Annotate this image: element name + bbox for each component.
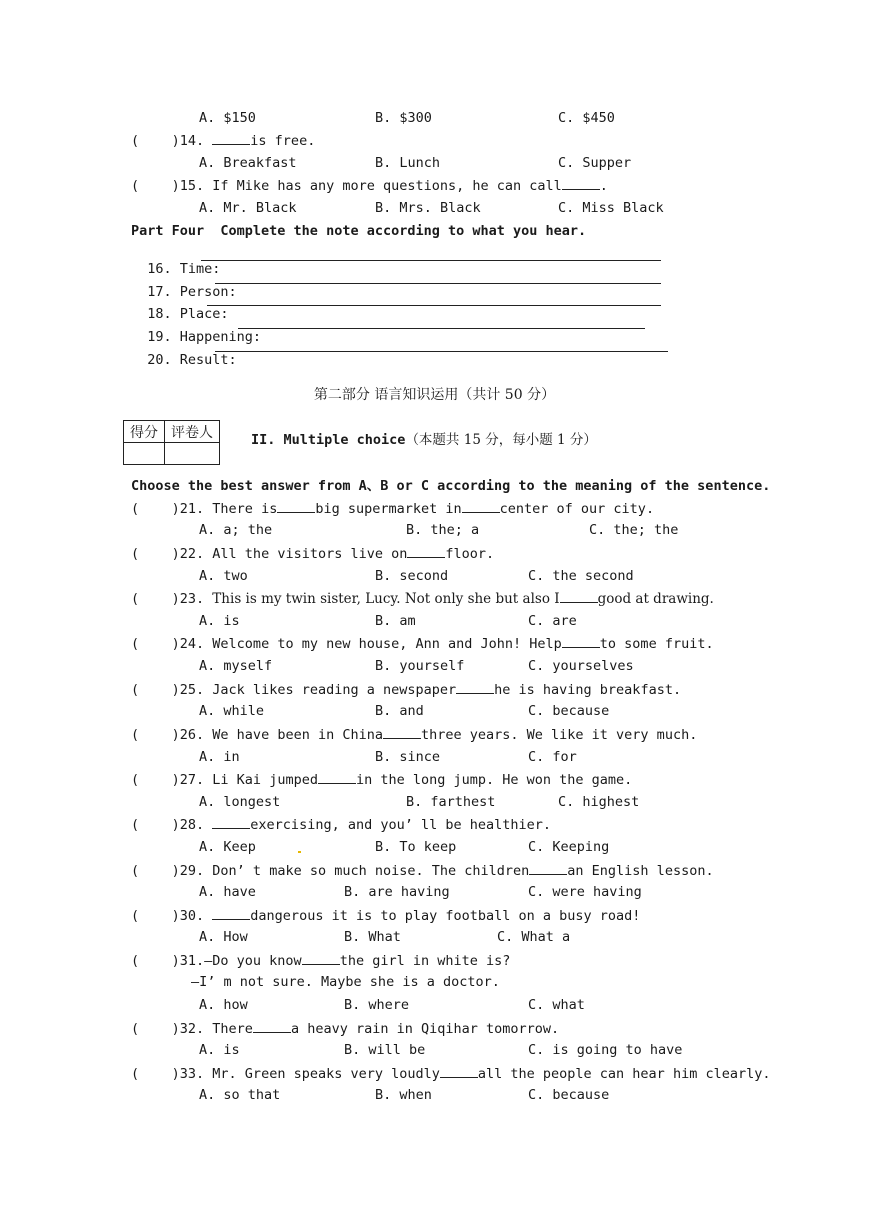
answer-blank bbox=[212, 132, 250, 145]
question-14: ( )14. is free. bbox=[131, 133, 316, 149]
q32-option-b: B. will be bbox=[344, 1042, 426, 1058]
answer-blank bbox=[456, 681, 494, 694]
answer-blank bbox=[562, 177, 600, 190]
answer-line bbox=[215, 351, 668, 352]
q22-option-c: C. the second bbox=[528, 568, 634, 584]
q21-option-b: B. the; a bbox=[406, 522, 480, 538]
answer-blank bbox=[212, 907, 250, 920]
question-25: ( )25. Jack likes reading a newspaper he is having breakfast. bbox=[131, 682, 682, 698]
q22-option-b: B. second bbox=[375, 568, 449, 584]
q33-option-a: A. so that bbox=[199, 1087, 281, 1103]
question-27: ( )27. Li Kai jumped in the long jump. He won the game. bbox=[131, 772, 633, 788]
q31-option-b: B. where bbox=[344, 997, 410, 1013]
section-heading: II. Multiple choice（本题共 15 分，每小题 1 分） bbox=[251, 432, 597, 448]
q25-option-b: B. and bbox=[375, 703, 424, 719]
q29-option-c: C. were having bbox=[528, 884, 642, 900]
answer-blank bbox=[462, 500, 500, 513]
q14-option-c: C. Supper bbox=[558, 155, 632, 171]
note-field-happening: 19. Happening: bbox=[131, 313, 645, 345]
note-field-result: 20. Result: bbox=[131, 336, 668, 368]
q32-option-a: A. is bbox=[199, 1042, 240, 1058]
question-24: ( )24. Welcome to my new house, Ann and John! Help to some fruit. bbox=[131, 636, 714, 652]
answer-blank bbox=[562, 635, 600, 648]
question-31: ( )31.—Do you know the girl in white is? bbox=[131, 953, 511, 969]
q28-option-c: C. Keeping bbox=[528, 839, 610, 855]
q31-option-c: C. what bbox=[528, 997, 585, 1013]
question-30: ( )30. dangerous it is to play football on a busy road! bbox=[131, 908, 641, 924]
question-15: ( )15. If Mike has any more questions, he can call . bbox=[131, 178, 608, 194]
section-two-title: 第二部分 语言知识运用（共计 50 分） bbox=[313, 387, 556, 403]
q22-option-a: A. two bbox=[199, 568, 248, 584]
q29-option-b: B. are having bbox=[344, 884, 450, 900]
answer-blank bbox=[302, 952, 340, 965]
score-table bbox=[123, 420, 220, 465]
answer-line bbox=[201, 260, 661, 261]
answer-blank bbox=[212, 816, 250, 829]
answer-line bbox=[238, 328, 645, 329]
note-field-time: 16. Time: bbox=[131, 245, 661, 277]
q24-option-a: A. myself bbox=[199, 658, 273, 674]
q32-option-c: C. is going to have bbox=[528, 1042, 683, 1058]
grader-cell bbox=[165, 443, 220, 465]
q13-option-c: C. $450 bbox=[558, 110, 615, 126]
q13-option-b: B. $300 bbox=[375, 110, 432, 126]
q26-option-c: C. for bbox=[528, 749, 577, 765]
q29-option-a: A. have bbox=[199, 884, 256, 900]
q23-option-c: C. are bbox=[528, 613, 577, 629]
q27-option-b: B. farthest bbox=[406, 794, 496, 810]
answer-blank bbox=[383, 726, 421, 739]
q15-option-c: C. Miss Black bbox=[558, 200, 664, 216]
answer-blank bbox=[253, 1020, 291, 1033]
q27-option-a: A. longest bbox=[199, 794, 281, 810]
note-field-person: 17. Person: bbox=[131, 268, 661, 300]
question-26: ( )26. We have been in China three years. We like it very much. bbox=[131, 727, 698, 743]
q26-option-a: A. in bbox=[199, 749, 240, 765]
q30-option-a: A. How bbox=[199, 929, 248, 945]
part-four-title: Part Four Complete the note according to what you hear. bbox=[131, 223, 587, 239]
q13-option-a: A. $150 bbox=[199, 110, 256, 126]
score-label: 得分 bbox=[124, 421, 165, 443]
q25-option-c: C. because bbox=[528, 703, 610, 719]
q33-option-c: C. because bbox=[528, 1087, 610, 1103]
note-field-place: 18. Place: bbox=[131, 290, 661, 322]
q15-option-a: A. Mr. Black bbox=[199, 200, 297, 216]
question-28: ( )28. exercising, and you’ ll be healthier. bbox=[131, 817, 552, 833]
answer-blank bbox=[277, 500, 315, 513]
q24-option-b: B. yourself bbox=[375, 658, 465, 674]
q31-option-a: A. how bbox=[199, 997, 248, 1013]
question-23: ( )23. This is my twin sister, Lucy. Not only she but also I good at drawing. bbox=[131, 591, 714, 607]
q23-option-b: B. am bbox=[375, 613, 416, 629]
q24-option-c: C. yourselves bbox=[528, 658, 634, 674]
q21-option-a: A. a; the bbox=[199, 522, 273, 538]
answer-blank bbox=[440, 1065, 478, 1078]
q33-option-b: B. when bbox=[375, 1087, 432, 1103]
question-22: ( )22. All the visitors live on floor. bbox=[131, 546, 495, 562]
score-cell bbox=[124, 443, 165, 465]
answer-blank bbox=[560, 590, 598, 603]
q14-option-a: A. Breakfast bbox=[199, 155, 297, 171]
instruction: Choose the best answer from A、B or C according to the meaning of the sentence. bbox=[131, 478, 771, 494]
q14-option-b: B. Lunch bbox=[375, 155, 441, 171]
question-29: ( )29. Don’ t make so much noise. The children an English lesson. bbox=[131, 863, 714, 879]
q15-option-b: B. Mrs. Black bbox=[375, 200, 481, 216]
answer-blank bbox=[318, 771, 356, 784]
q26-option-b: B. since bbox=[375, 749, 441, 765]
question-32: ( )32. There a heavy rain in Qiqihar tomorrow. bbox=[131, 1021, 560, 1037]
grader-label: 评卷人 bbox=[165, 421, 220, 443]
answer-blank bbox=[529, 862, 567, 875]
q27-option-c: C. highest bbox=[558, 794, 640, 810]
answer-line bbox=[207, 305, 661, 306]
q30-option-b: B. What bbox=[344, 929, 401, 945]
q25-option-a: A. while bbox=[199, 703, 265, 719]
q28-option-b: B. To keep bbox=[375, 839, 457, 855]
answer-blank bbox=[407, 545, 445, 558]
answer-line bbox=[215, 283, 661, 284]
stray-mark bbox=[298, 851, 301, 853]
question-31-reply: —I’ m not sure. Maybe she is a doctor. bbox=[191, 974, 500, 990]
q21-option-c: C. the; the bbox=[589, 522, 679, 538]
question-33: ( )33. Mr. Green speaks very loudly all the people can hear him clearly. bbox=[131, 1066, 771, 1082]
q28-option-a: A. Keep bbox=[199, 839, 256, 855]
question-21: ( )21. There is big supermarket in center of our city. bbox=[131, 501, 655, 517]
q30-option-c: C. What a bbox=[497, 929, 571, 945]
q23-option-a: A. is bbox=[199, 613, 240, 629]
